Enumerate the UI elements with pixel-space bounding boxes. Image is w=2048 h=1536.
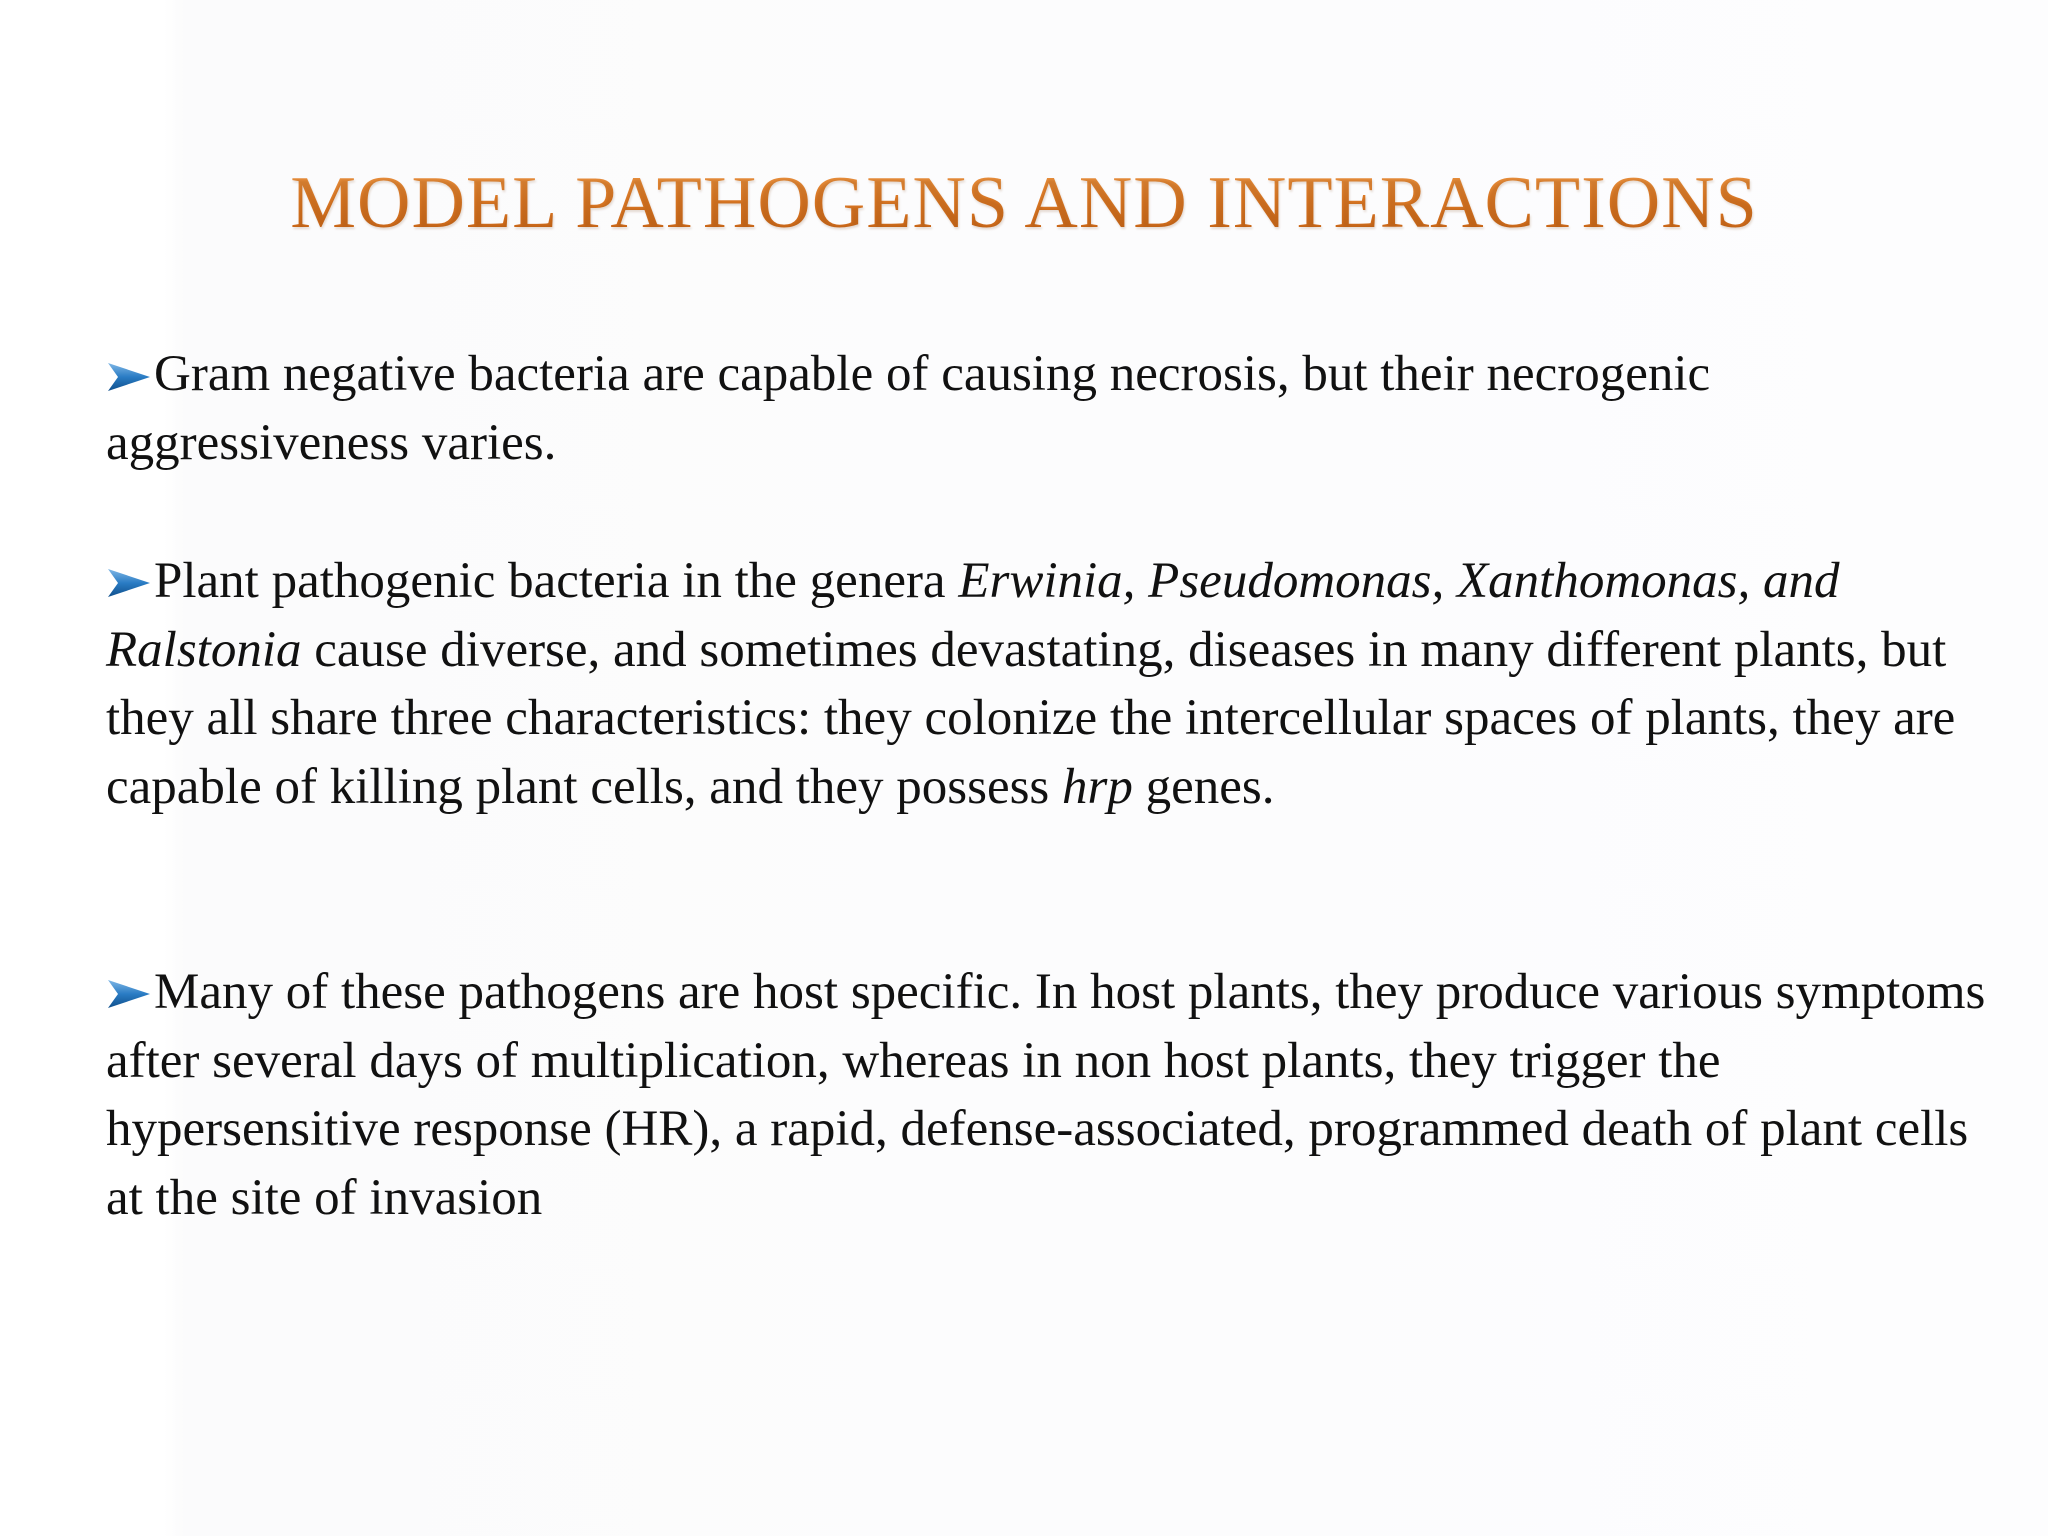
hrp-term: hrp xyxy=(1062,758,1133,815)
genera-names: Erwinia, Pseudomonas, Xanthomonas, and Ralstonia xyxy=(106,553,1840,678)
paragraph-1 xyxy=(106,340,1986,477)
paragraph-2-text-a: Plant pathogenic bacteria in the genera xyxy=(154,553,959,609)
paragraph-2-text-b: cause diverse, and sometimes devastating, diseases in many different plants, but they all share three characteristics: they colonize the intercellular spaces of plants, they are capable of killing plant cells, and they possess xyxy=(106,621,1956,815)
slide-title: MODEL PATHOGENS AND INTERACTIONS xyxy=(0,158,2048,248)
paragraph-1-text: Gram negative bacteria are capable of causing necrosis, but their necrogenic aggressiveness varies. xyxy=(106,346,1711,471)
paragraph-2-text-c: genes. xyxy=(1132,758,1275,815)
paragraph-2 xyxy=(106,547,1986,821)
paragraph-3 xyxy=(106,958,1986,1232)
paragraph-3-text: Many of these pathogens are host specific. In host plants, they produce various symptoms after several days of multiplication, whereas in non host plants, they trigger the hypersensitive response (HR), a rapid, defense-associated, programmed death of plant cells at the site of invasion xyxy=(106,964,1986,1226)
